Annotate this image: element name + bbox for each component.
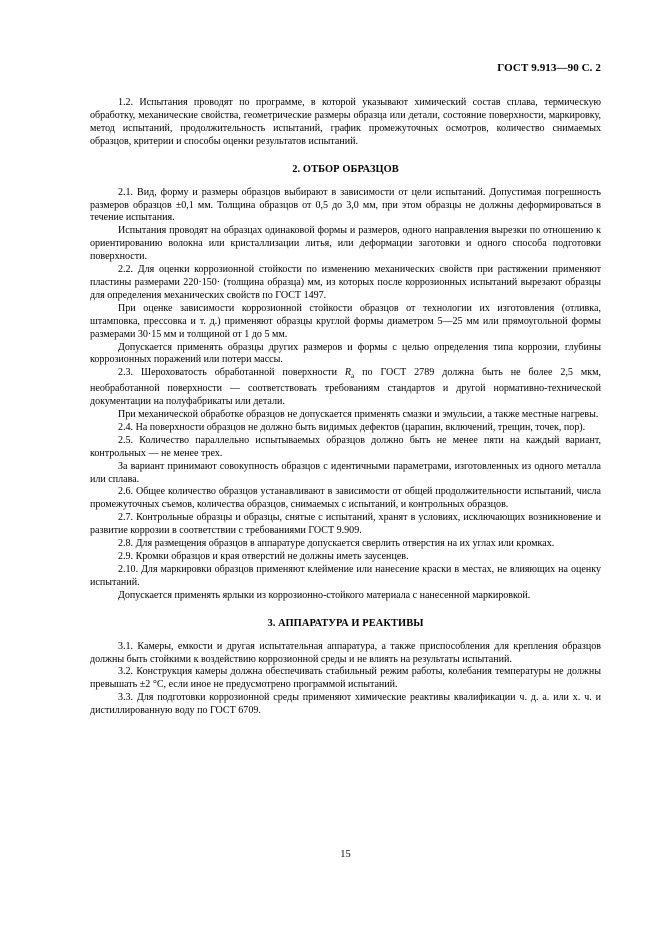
paragraph-2-2: 2.2. Для оценки коррозионной стойкости по изменению механических свойств при растяжении применяют пластины размерами 220·150· (толщина образца) мм, из которых после коррозионных испытаний вырезают образцы для определения механических свойств по ГОСТ 1497.	[90, 264, 601, 301]
document-body	[90, 97, 601, 718]
paragraph-2-1-cont: Испытания проводят на образцах одинаковой формы и размеров, одного направления вырезки по отношению к ориентированию волокна или кристаллизации литья, или деформации заготовки и одного способа подготовки поверхности.	[90, 225, 601, 263]
paragraph-2-4: 2.4. На поверхности образцов не должно быть видимых дефектов (царапин, включений, трещин, точек, пор).	[118, 421, 586, 433]
paragraph-2-1: 2.1. Вид, форму и размеры образцов выбирают в зависимости от цели испытаний. Допустимая погрешность размеров образцов ±0,1 мм. Толщина образцов от 0,5 до 3,0 мм, при этом образцы не должны деформироваться в течение испытания.	[90, 186, 601, 224]
paragraph-2-5: 2.5. Количество параллельно испытываемых образцов должно быть не менее пяти на каждый вариант, контрольных — не менее трех.	[90, 434, 601, 459]
paragraph-2-7: 2.7. Контрольные образцы и образцы, снятые с испытаний, хранят в условиях, исключающих возникновение и развитие коррозии в соответствии с требованиями ГОСТ 9.909.	[90, 512, 601, 537]
paragraph-2-8: 2.8. Для размещения образцов в аппаратуре допускается сверлить отверстия на их углах или кромках.	[118, 538, 555, 550]
paragraph-3-2: 3.2. Конструкция камеры должна обеспечивать стабильный режим работы, колебания температуры не должны превышать ±2 °С, если иное не предусмотрено программой испытаний.	[90, 666, 601, 691]
page-number: 15	[340, 849, 351, 860]
paragraph-3-1: 3.1. Камеры, емкости и другая испытательная аппаратура, а также приспособления для крепления образцов должны быть стойкими к воздействию коррозионной среды и не влиять на результаты испытаний.	[90, 640, 601, 665]
paragraph-3-3: 3.3. Для подготовки коррозионной среды применяют химические реактивы квалификации ч. д. а. или х. ч. и дистиллированную воду по ГОСТ 6709.	[90, 692, 601, 717]
paragraph-2-2-cont: При оценке зависимости коррозионной стойкости образцов от технологии их изготовления (отливка, штамповка, прессовка и т. д.) применяют образцы круглой формы диаметром 5—25 мм или прямоугольной формы размерами 30·15 мм и толщиной от 1 до 5 мм.	[90, 302, 601, 340]
paragraph-2-10: 2.10. Для маркировки образцов применяют клеймение или нанесение краски в местах, не влияющих на оценку испытаний.	[90, 563, 601, 588]
paragraph-2-10-cont: Допускается применять ярлыки из коррозионно-стойкого материала с нанесенной маркировкой.	[118, 589, 531, 601]
paragraph-1-2: 1.2. Испытания проводят по программе, в которой указывают химический состав сплава, термическую обработку, механические свойства, геометрические размеры образца или детали, состояние поверхности, маркировку, метод испытаний, продолжительность испытаний, график промежуточных осмотров, количество снимаемых образцов, критерии и способы оценки результатов испытаний.	[90, 97, 601, 147]
paragraph-2-3-post: по ГОСТ 2789 должна быть не более 2,5 мкм, необработанной поверхности — соответствовать требованиям стандартов и другой нормативно-технической документации на полуфабрикаты или детали.	[90, 367, 601, 408]
section-2-title: 2. ОТБОР ОБРАЗЦОВ	[292, 163, 399, 175]
paragraph-2-9: 2.9. Кромки образцов и края отверстий не должны иметь заусенцев.	[118, 551, 409, 562]
paragraph-2-3-cont: При механической обработке образцов не допускается применять смазки и эмульсии, а также местные нагревы.	[118, 409, 599, 421]
page-header: ГОСТ 9.913—90 С. 2	[497, 62, 601, 74]
paragraph-2-3	[90, 367, 601, 409]
paragraph-2-2-note: Допускается применять образцы других размеров и формы с целью определения типа коррозии, глубины коррозионных поражений или потери массы.	[90, 341, 601, 366]
paragraph-2-3-pre: 2.3. Шероховатость обработанной поверхности	[118, 367, 345, 379]
roughness-symbol: R	[344, 367, 352, 379]
paragraph-2-6: 2.6. Общее количество образцов устанавливают в зависимости от общей продолжительности испытаний, числа промежуточных съемов, количества образцов, снимаемых с испытаний, и контрольных образцов.	[90, 486, 601, 511]
roughness-subscript: a	[351, 372, 355, 381]
section-3-title: 3. АППАРАТУРА И РЕАКТИВЫ	[267, 617, 424, 629]
paragraph-2-5-cont: За вариант принимают совокупность образцов с идентичными параметрами, изготовленных из одного металла или сплава.	[90, 460, 601, 485]
